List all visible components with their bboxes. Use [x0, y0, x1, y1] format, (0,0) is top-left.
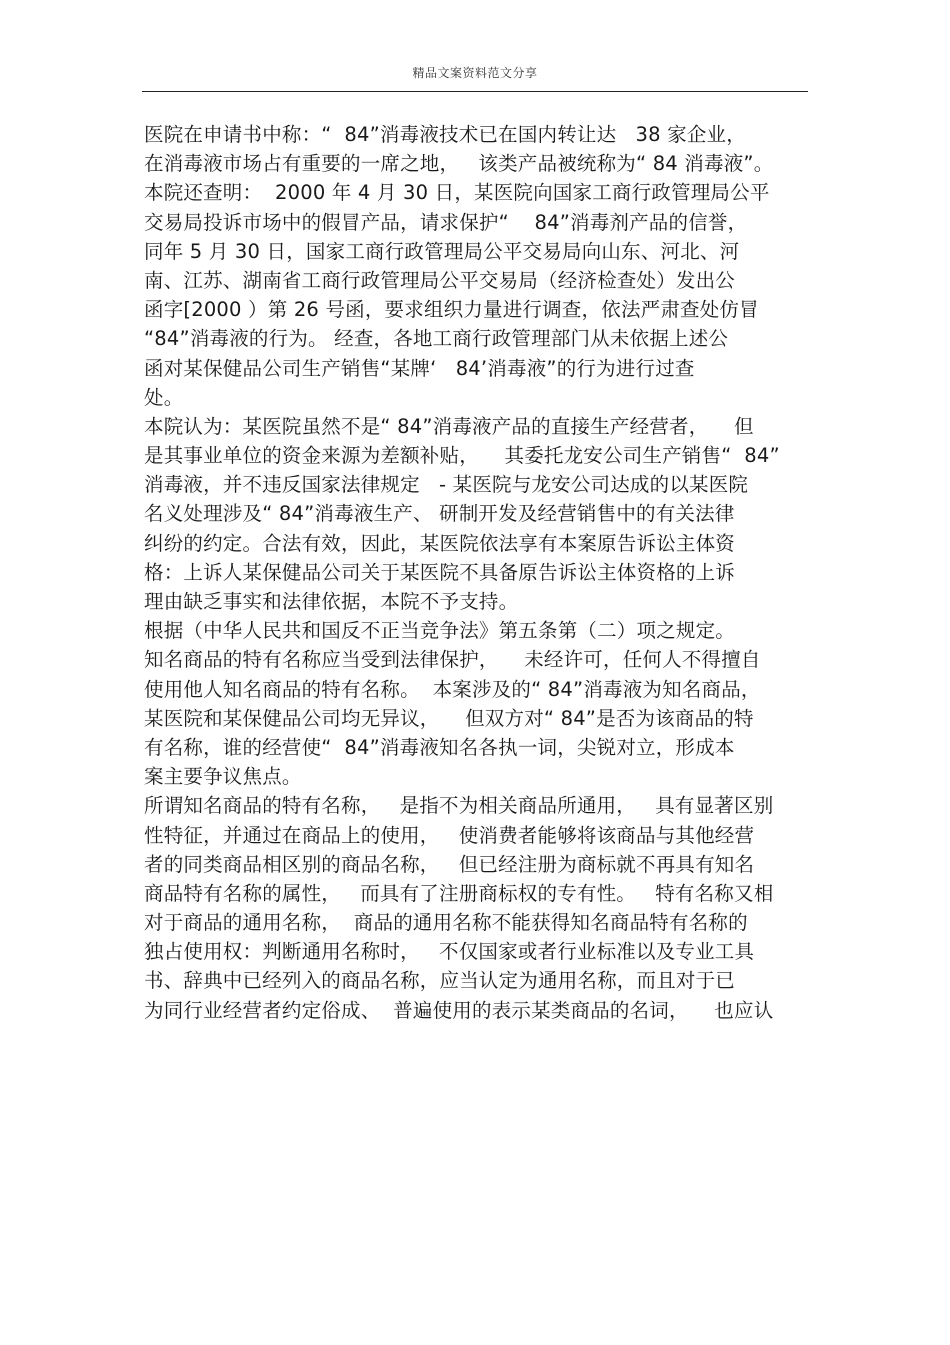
text-line: 知名商品的特有名称应当受到法律保护， 未经许可，任何人不得擅自: [144, 648, 761, 672]
document-body: [144, 120, 834, 1025]
text-line: 使用他人知名商品的特有名称。 本案涉及的“ 84”消毒液为知名商品，: [144, 677, 761, 701]
text-line: 书、辞典中已经列入的商品名称，应当认定为通用名称，而且对于已: [144, 969, 736, 993]
text-line: 理由缺乏事实和法律依据，本院不予支持。: [144, 590, 519, 613]
text-line: 函字[2000 ）第 26 号函，要求组织力量进行调查，依法严肃查处仿冒: [144, 298, 759, 322]
text-line: 某医院和某保健品公司均无异议， 但双方对“ 84”是否为该商品的特: [144, 706, 754, 730]
header-divider: [142, 91, 808, 92]
text-line: 南、江苏、湖南省工商行政管理局公平交易局（经济检查处）发出公: [144, 268, 736, 292]
text-line: 交易局投诉市场中的假冒产品，请求保护“ 84”消毒剂产品的信誉，: [144, 210, 748, 234]
text-line: 根据（中华人民共和国反不正当竞争法》第五条第（二）项之规定。: [144, 619, 736, 643]
text-line: 为同行业经营者约定俗成、 普遍使用的表示某类商品的名词， 也应认: [144, 998, 774, 1022]
page-header: 精品文案资料范文分享: [412, 66, 538, 80]
text-line: 名义处理涉及“ 84”消毒液生产、 研制开发及经营销售中的有关法律: [144, 502, 735, 526]
text-line: 案主要争议焦点。: [144, 765, 302, 789]
text-line: 者的同类商品相区别的商品名称， 但已经注册为商标就不再具有知名: [144, 852, 755, 876]
text-line: 格：上诉人某保健品公司关于某医院不具备原告诉讼主体资格的上诉: [144, 560, 736, 584]
text-line: 处。: [144, 385, 184, 409]
text-line: 有名称，谁的经营使“ 84”消毒液知名各执一词，尖锐对立，形成本: [144, 735, 735, 759]
text-line: 纠纷的约定。合法有效，因此，某医院依法享有本案原告诉讼主体资: [144, 531, 736, 555]
text-line: 本院认为：某医院虽然不是“ 84”消毒液产品的直接生产经营者， 但: [144, 414, 754, 438]
text-line: 同年 5 月 30 日，国家工商行政管理局公平交易局向山东、河北、河: [144, 239, 740, 263]
text-line: 对于商品的通用名称， 商品的通用名称不能获得知名商品特有名称的: [144, 911, 748, 935]
text-line: 医院在申请书中称：“ 84”消毒液技术已在国内转让达 38 家企业，: [144, 123, 746, 146]
text-line: 所谓知名商品的特有名称， 是指不为相关商品所通用， 具有显著区别: [144, 794, 774, 818]
text-line: 商品特有名称的属性， 而具有了注册商标权的专有性。 特有名称又相: [144, 881, 774, 905]
text-line: 在消毒液市场占有重要的一席之地， 该类产品被统称为“ 84 消毒液”。: [144, 152, 774, 176]
text-line: 本院还查明： 2000 年 4 月 30 日，某医院向国家工商行政管理局公平: [144, 181, 770, 205]
text-line: 函对某保健品公司生产销售“某牌‘ 84’消毒液”的行为进行过查: [144, 356, 695, 380]
text-line: 是其事业单位的资金来源为差额补贴， 其委托龙安公司生产销售“ 84”: [144, 444, 780, 468]
text-line: 消毒液，并不违反国家法律规定 - 某医院与龙安公司达成的以某医院: [144, 473, 749, 497]
text-line: 独占使用权：判断通用名称时， 不仅国家或者行业标准以及专业工具: [144, 940, 755, 964]
text-line: “84”消毒液的行为。 经查，各地工商行政管理部门从未依据上述公: [144, 327, 729, 351]
text-line: 性特征，并通过在商品上的使用， 使消费者能够将该商品与其他经营: [144, 823, 755, 847]
